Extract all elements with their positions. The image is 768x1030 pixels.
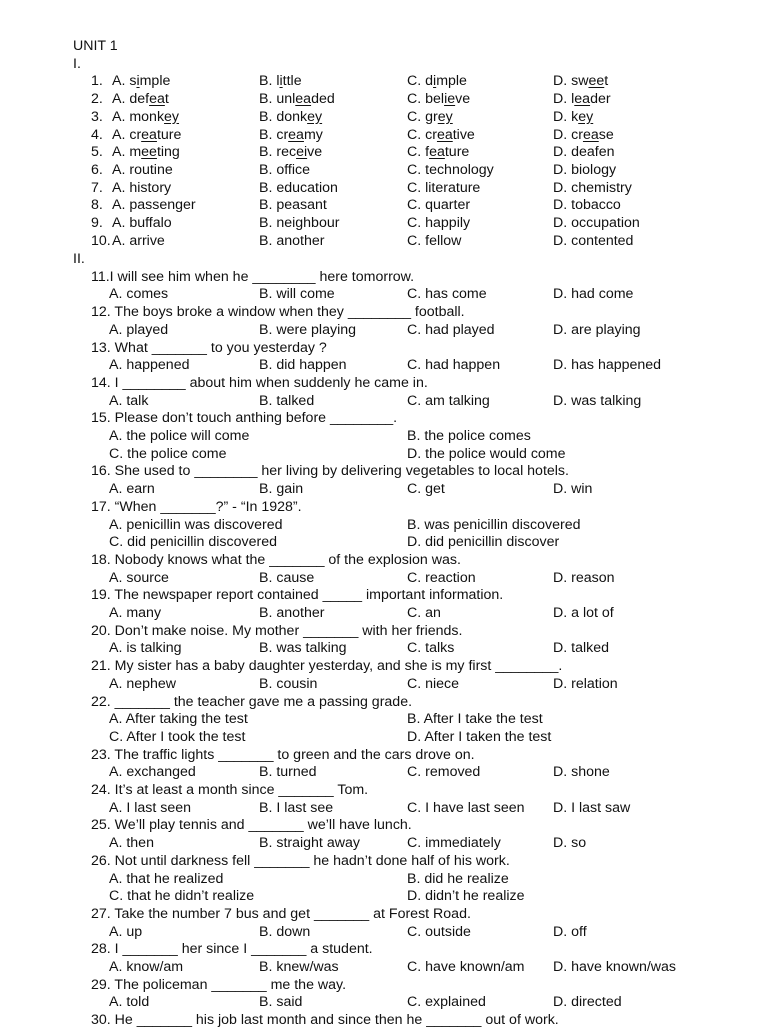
- section-heading-1: I.: [73, 55, 81, 72]
- answer-option[interactable]: A. played: [109, 321, 169, 338]
- options-row: [0, 393, 768, 411]
- answer-option[interactable]: B. gain: [259, 481, 304, 498]
- pronunciation-row: [0, 73, 768, 91]
- option-text: A. monk: [112, 108, 165, 125]
- underlined-sound: ey: [164, 108, 180, 125]
- option-text: C. d: [407, 73, 434, 90]
- option-text: A. arrive: [112, 232, 165, 249]
- pronunciation-row: [0, 162, 768, 180]
- option-text-rest: ttle: [282, 73, 302, 90]
- underlined-sound: i: [433, 73, 437, 90]
- options-row: [0, 322, 768, 340]
- option-d: [553, 215, 640, 233]
- option-text: D. contented: [553, 232, 634, 249]
- item-number: 8.: [91, 197, 103, 214]
- question-stem: 25. We’ll play tennis and _______ we’ll have lunch.: [91, 817, 412, 834]
- option-c: [407, 109, 453, 127]
- answer-option[interactable]: D. has happened: [553, 357, 662, 374]
- underlined-sound: ey: [578, 108, 594, 125]
- answer-option[interactable]: D. shone: [553, 764, 610, 781]
- question-stem-row: [0, 853, 768, 871]
- option-text: C. happily: [407, 215, 471, 231]
- option-d: [553, 233, 633, 251]
- answer-option[interactable]: D. reason: [553, 569, 615, 586]
- answer-option[interactable]: D. didn’t he realize: [407, 888, 525, 905]
- answer-option[interactable]: A. then: [109, 835, 154, 852]
- option-d: [553, 91, 611, 109]
- options-row: [0, 640, 768, 658]
- options-row: [0, 676, 768, 694]
- option-text: D. chemistry: [553, 179, 632, 196]
- pronunciation-row: [0, 144, 768, 162]
- answer-option[interactable]: C. removed: [407, 764, 481, 781]
- answer-option[interactable]: B. said: [259, 994, 303, 1011]
- pronunciation-row: [0, 215, 768, 233]
- item-number: 1.: [91, 73, 103, 90]
- answer-option[interactable]: C. that he didn’t realize: [109, 888, 255, 905]
- item-number: 9.: [91, 215, 103, 231]
- item-number: 2.: [91, 91, 103, 108]
- option-text: A. passenger: [112, 197, 196, 214]
- question-stem: 26. Not until darkness fell _______ he hadn’t done half of his work.: [91, 852, 510, 869]
- answer-option[interactable]: C. I have last seen: [407, 799, 525, 816]
- option-d: [553, 162, 616, 180]
- section-heading-2: II.: [73, 251, 85, 267]
- pronunciation-row: [0, 233, 768, 251]
- answer-option[interactable]: C. reaction: [407, 569, 476, 586]
- underlined-sound: ee: [141, 144, 157, 161]
- option-a: [112, 180, 171, 198]
- pronunciation-row: [0, 180, 768, 198]
- answer-option[interactable]: D. have known/was: [553, 959, 677, 975]
- underlined-sound: i: [136, 73, 140, 90]
- options-row: [0, 711, 768, 729]
- question-stem: 28. I _______ her since I _______ a student.: [91, 941, 373, 958]
- answer-option[interactable]: C. get: [407, 481, 445, 498]
- option-text: A. buffalo: [112, 215, 172, 231]
- answer-option[interactable]: C. outside: [407, 923, 471, 940]
- question-stem: 11.I will see him when he ________ here tomorrow.: [91, 268, 415, 285]
- option-text: B. office: [259, 161, 310, 178]
- answer-option[interactable]: D. had come: [553, 286, 634, 303]
- question-stem: 29. The policeman _______ me the way.: [91, 976, 347, 993]
- question-stem: 22. _______ the teacher gave me a passing grade.: [91, 693, 413, 710]
- options-row: [0, 605, 768, 623]
- item-number: 4.: [91, 126, 103, 143]
- underlined-sound: ea: [436, 126, 453, 143]
- options-row: [0, 835, 768, 853]
- option-text: B. another: [259, 232, 325, 249]
- answer-option[interactable]: A. nephew: [109, 675, 177, 692]
- option-d: [553, 109, 593, 127]
- answer-option[interactable]: B. did happen: [259, 357, 347, 374]
- option-text: A. s: [112, 73, 137, 90]
- answer-option[interactable]: C. did penicillin discovered: [109, 534, 277, 551]
- option-a: [112, 215, 172, 233]
- option-c: [407, 73, 467, 91]
- answer-option[interactable]: B. the police comes: [407, 428, 531, 444]
- option-text-rest: t: [604, 73, 609, 90]
- answer-option[interactable]: A. penicillin was discovered: [109, 516, 283, 533]
- question-stem-row: [0, 410, 768, 428]
- answer-option[interactable]: A. that he realized: [109, 870, 224, 887]
- question-stem-row: [0, 269, 768, 287]
- option-text: C. cr: [407, 126, 437, 143]
- options-row: [0, 924, 768, 942]
- answer-option[interactable]: D. the police would come: [407, 445, 566, 462]
- answer-option[interactable]: A. source: [109, 569, 169, 586]
- answer-option[interactable]: A. earn: [109, 481, 155, 498]
- answer-option[interactable]: A. After taking the test: [109, 711, 248, 728]
- option-text: A. m: [112, 144, 142, 161]
- underlined-sound: ea: [429, 144, 445, 161]
- pronunciation-row: [0, 109, 768, 127]
- answer-option[interactable]: C. niece: [407, 675, 460, 692]
- question-stem: 20. Don’t make noise. My mother _______ with her friends.: [91, 622, 463, 639]
- option-text: A. routine: [112, 161, 173, 178]
- option-c: [407, 180, 480, 198]
- question-stem-row: [0, 1012, 768, 1030]
- option-text: B. peasant: [259, 197, 327, 214]
- answer-option[interactable]: A. comes: [109, 286, 169, 303]
- answer-option[interactable]: A. exchanged: [109, 764, 196, 781]
- question-stem-row: [0, 977, 768, 995]
- option-c: [407, 144, 469, 162]
- option-b: [259, 197, 327, 215]
- option-text-rest: my: [303, 126, 323, 143]
- answer-option[interactable]: C. am talking: [407, 392, 490, 409]
- option-b: [259, 127, 323, 145]
- answer-option[interactable]: C. the police come: [109, 445, 227, 462]
- underlined-sound: ea: [295, 91, 312, 108]
- option-text-rest: tive: [452, 126, 475, 143]
- option-c: [407, 91, 470, 109]
- underlined-sound: ea: [141, 126, 157, 143]
- answer-option[interactable]: C. have known/am: [407, 959, 525, 975]
- answer-option[interactable]: C. has come: [407, 286, 487, 303]
- question-stem-row: [0, 817, 768, 835]
- question-stem-row: [0, 694, 768, 712]
- underlined-sound: ea: [149, 91, 165, 108]
- options-row: [0, 286, 768, 304]
- answer-option[interactable]: A. happened: [109, 357, 190, 374]
- option-text: D. tobacco: [553, 197, 621, 214]
- options-row: [0, 800, 768, 818]
- question-stem: 27. Take the number 7 bus and get _______ at Forest Road.: [91, 905, 471, 922]
- answer-option[interactable]: B. cause: [259, 569, 315, 586]
- answer-option[interactable]: B. turned: [259, 764, 317, 781]
- question-stem-row: [0, 587, 768, 605]
- option-text-rest: ve: [307, 144, 323, 161]
- options-row: [0, 446, 768, 464]
- option-text: B. education: [259, 179, 338, 196]
- option-a: [112, 162, 173, 180]
- answer-option[interactable]: D. win: [553, 481, 593, 498]
- question-stem-row: [0, 747, 768, 765]
- option-a: [112, 91, 169, 109]
- item-number: 7.: [91, 179, 103, 196]
- pronunciation-row: [0, 127, 768, 145]
- option-text: B. unl: [259, 91, 296, 108]
- option-text: B. donk: [259, 108, 308, 125]
- option-text-rest: ture: [156, 126, 182, 143]
- answer-option[interactable]: B. talked: [259, 392, 315, 409]
- option-text: A. cr: [112, 126, 142, 143]
- answer-option[interactable]: D. off: [553, 923, 587, 940]
- underlined-sound: ea: [574, 91, 591, 108]
- option-text: C. gr: [407, 108, 438, 125]
- answer-option[interactable]: D. After I taken the test: [407, 728, 552, 745]
- question-stem: 23. The traffic lights _______ to green and the cars drove on.: [91, 746, 475, 763]
- option-a: [112, 109, 179, 127]
- answer-option[interactable]: B. were playing: [259, 321, 356, 338]
- option-text: D. cr: [553, 126, 583, 143]
- options-row: [0, 959, 768, 977]
- option-b: [259, 144, 322, 162]
- answer-option[interactable]: A. talk: [109, 392, 149, 409]
- answer-option[interactable]: D. are playing: [553, 321, 641, 338]
- underlined-sound: ee: [588, 73, 605, 90]
- answer-option[interactable]: B. will come: [259, 286, 335, 303]
- underlined-sound: ea: [288, 126, 304, 143]
- option-text: C. technology: [407, 161, 494, 178]
- option-b: [259, 73, 302, 91]
- answer-option[interactable]: B. cousin: [259, 675, 318, 692]
- option-d: [553, 73, 608, 91]
- answer-option[interactable]: A. I last seen: [109, 799, 192, 816]
- answer-option[interactable]: A. many: [109, 605, 162, 621]
- question-stem: 15. Please don’t touch anthing before ________.: [91, 410, 398, 427]
- answer-option[interactable]: D. relation: [553, 675, 618, 692]
- answer-option[interactable]: C. had played: [407, 321, 495, 338]
- option-c: [407, 127, 475, 145]
- options-row: [0, 729, 768, 747]
- option-text: C. quarter: [407, 197, 471, 214]
- option-text-rest: ve: [455, 91, 471, 108]
- options-row: [0, 764, 768, 782]
- option-b: [259, 162, 310, 180]
- question-stem-row: [0, 906, 768, 924]
- option-c: [407, 215, 470, 233]
- option-d: [553, 144, 615, 162]
- answer-option[interactable]: D. a lot of: [553, 605, 614, 621]
- answer-option[interactable]: C. had happen: [407, 357, 501, 374]
- option-text-rest: ded: [311, 91, 335, 108]
- answer-option[interactable]: B. did he realize: [407, 870, 509, 887]
- option-a: [112, 73, 170, 91]
- answer-option[interactable]: A. up: [109, 923, 143, 940]
- option-b: [259, 109, 322, 127]
- option-a: [112, 127, 181, 145]
- option-text: C. f: [407, 144, 430, 161]
- question-stem-row: [0, 499, 768, 517]
- answer-option[interactable]: A. know/am: [109, 959, 184, 975]
- option-text: B. cr: [259, 126, 289, 143]
- answer-option[interactable]: A. is talking: [109, 640, 182, 657]
- question-stem: 16. She used to ________ her living by delivering vegetables to local hotels.: [91, 463, 569, 480]
- option-c: [407, 233, 461, 251]
- underlined-sound: ey: [437, 108, 453, 125]
- option-text: C. literature: [407, 179, 481, 196]
- underlined-sound: ea: [582, 126, 599, 143]
- option-b: [259, 91, 335, 109]
- answer-option[interactable]: C. immediately: [407, 835, 501, 852]
- answer-option[interactable]: C. talks: [407, 640, 455, 657]
- option-text: D. occupation: [553, 215, 640, 231]
- option-text-rest: mple: [436, 73, 467, 90]
- answer-option[interactable]: C. explained: [407, 994, 486, 1011]
- answer-option[interactable]: A. the police will come: [109, 428, 250, 444]
- option-text: D. deafen: [553, 144, 615, 161]
- options-row: [0, 534, 768, 552]
- options-row: [0, 481, 768, 499]
- question-stem: 14. I ________ about him when suddenly he came in.: [91, 374, 428, 391]
- answer-option[interactable]: D. did penicillin discover: [407, 534, 560, 551]
- question-stem-row: [0, 375, 768, 393]
- question-stem: 17. “When _______?” - “In 1928”.: [91, 498, 302, 515]
- option-text: D. sw: [553, 73, 589, 90]
- underlined-sound: ei: [296, 144, 308, 161]
- option-d: [553, 197, 621, 215]
- question-stem-row: [0, 941, 768, 959]
- answer-option[interactable]: D. directed: [553, 994, 622, 1011]
- answer-option[interactable]: B. After I take the test: [407, 711, 543, 728]
- option-text: C. bel: [407, 91, 445, 108]
- underlined-sound: ie: [444, 91, 456, 108]
- options-row: [0, 570, 768, 588]
- option-text-rest: ting: [156, 144, 180, 161]
- option-text: A. history: [112, 179, 172, 196]
- option-a: [112, 233, 165, 251]
- question-stem-row: [0, 304, 768, 322]
- answer-option[interactable]: B. knew/was: [259, 959, 339, 975]
- pronunciation-row: [0, 197, 768, 215]
- option-text: D. k: [553, 108, 579, 125]
- item-number: 10.: [91, 232, 111, 249]
- item-number: 5.: [91, 144, 103, 161]
- option-text-rest: mple: [139, 73, 171, 90]
- option-text-rest: der: [590, 91, 611, 108]
- option-text-rest: ture: [444, 144, 470, 161]
- answer-option[interactable]: B. down: [259, 923, 311, 940]
- question-stem-row: [0, 463, 768, 481]
- option-a: [112, 144, 180, 162]
- options-row: [0, 994, 768, 1012]
- option-text: B. l: [259, 73, 280, 90]
- option-d: [553, 127, 614, 145]
- option-text: B. rec: [259, 144, 297, 161]
- answer-option[interactable]: B. another: [259, 605, 325, 621]
- item-number: 3.: [91, 108, 103, 125]
- options-row: [0, 357, 768, 375]
- question-stem: 30. He _______ his job last month and since then he _______ out of work.: [91, 1012, 559, 1029]
- option-text: B. neighbour: [259, 215, 340, 231]
- option-text: A. def: [112, 91, 150, 108]
- option-text-rest: se: [598, 126, 614, 143]
- answer-option[interactable]: B. I last see: [259, 799, 334, 816]
- option-b: [259, 233, 324, 251]
- unit-title: UNIT 1: [73, 38, 118, 54]
- option-text: C. fellow: [407, 232, 462, 249]
- answer-option[interactable]: C. an: [407, 605, 441, 621]
- answer-option[interactable]: C. After I took the test: [109, 728, 246, 745]
- question-stem: 24. It’s at least a month since _______ Tom.: [91, 782, 369, 798]
- options-row: [0, 428, 768, 446]
- question-stem-row: [0, 552, 768, 570]
- question-stem: 19. The newspaper report contained _____ important information.: [91, 587, 504, 604]
- question-stem: 12. The boys broke a window when they ________ football.: [91, 304, 465, 321]
- question-stem-row: [0, 623, 768, 641]
- options-row: [0, 871, 768, 889]
- answer-option[interactable]: D. I last saw: [553, 799, 631, 816]
- options-row: [0, 888, 768, 906]
- answer-option[interactable]: B. was talking: [259, 640, 347, 657]
- answer-option[interactable]: D. talked: [553, 640, 609, 657]
- question-stem: 21. My sister has a baby daughter yesterday, and she is my first ________.: [91, 658, 563, 675]
- answer-option[interactable]: D. was talking: [553, 392, 642, 409]
- option-b: [259, 215, 339, 233]
- item-number: 6.: [91, 161, 103, 178]
- option-text: D. biology: [553, 161, 617, 178]
- option-d: [553, 180, 632, 198]
- option-a: [112, 197, 196, 215]
- pronunciation-row: [0, 91, 768, 109]
- underlined-sound: i: [279, 73, 283, 90]
- question-stem-row: [0, 340, 768, 358]
- option-text: D. l: [553, 91, 575, 108]
- answer-option[interactable]: D. so: [553, 835, 587, 852]
- question-stem: 13. What _______ to you yesterday ?: [91, 339, 327, 356]
- question-stem-row: [0, 782, 768, 800]
- question-stem: 18. Nobody knows what the _______ of the explosion was.: [91, 551, 461, 568]
- options-row: [0, 517, 768, 535]
- option-c: [407, 162, 494, 180]
- answer-option[interactable]: A. told: [109, 994, 150, 1011]
- option-c: [407, 197, 470, 215]
- underlined-sound: ey: [307, 108, 323, 125]
- question-stem-row: [0, 658, 768, 676]
- option-b: [259, 180, 338, 198]
- answer-option[interactable]: B. was penicillin discovered: [407, 516, 581, 533]
- option-text-rest: t: [164, 91, 169, 108]
- answer-option[interactable]: B. straight away: [259, 835, 360, 852]
